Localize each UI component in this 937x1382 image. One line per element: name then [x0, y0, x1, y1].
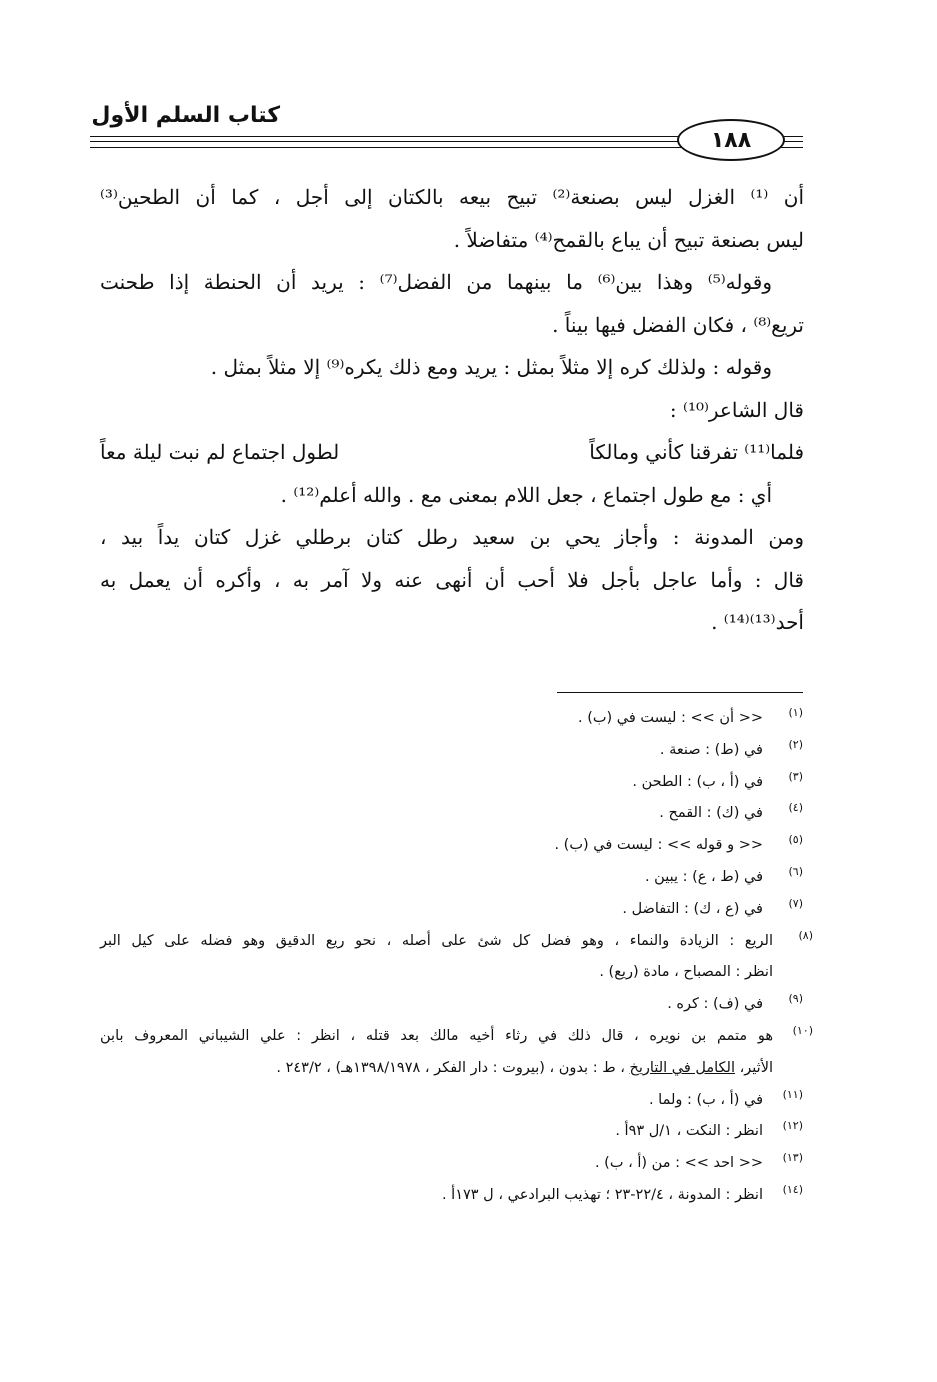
- footnote-number: (٥): [788, 833, 803, 847]
- paragraph: [100, 516, 804, 559]
- text-line: ومن المدونة : وأجاز يحي بن سعيد رطل كتان برطلي غزل كتان يداً بيد ،: [100, 525, 804, 549]
- footnote: [100, 767, 803, 799]
- footnote-text: في (ع ، ك) : التفاضل .: [622, 900, 763, 917]
- text-line: وقوله⁽⁵⁾ وهذا بين⁽⁶⁾ ما بينهما من الفضل⁽⁷⁾ : يريد أن الحنطة إذا طحنت: [100, 270, 772, 294]
- footnote-text: الريع : الزيادة والنماء ، وهو فضل كل شئ على أصله ، نحو ريع الدقيق وهو فضله على كيل البر: [100, 932, 773, 949]
- text-line: ليس بصنعة تبيح أن يباع بالقمح⁽⁴⁾ متفاضلاً .: [453, 227, 804, 252]
- main-text: [100, 176, 804, 644]
- book-title: كتاب السلم الأول: [91, 103, 280, 128]
- paragraph: [100, 261, 804, 346]
- footnote-body: [100, 926, 773, 990]
- footnote: [100, 1085, 803, 1117]
- footnote-number: (٣): [788, 769, 803, 783]
- footnote-number: (١٠): [792, 1023, 813, 1037]
- footnote-text: في (ف) : كره .: [667, 996, 763, 1013]
- footnote-text-part: ، ط : بدون ، (بيروت : دار الفكر ، ١٣٩٨/١٩٧٨هـ) ، ٢٤٣/٢ .: [276, 1059, 630, 1076]
- footnote: [100, 1148, 803, 1180]
- text-line: أحد⁽¹³⁾⁽¹⁴⁾ .: [711, 610, 804, 634]
- paragraph: [100, 346, 804, 389]
- footnote-number: (٦): [788, 864, 803, 878]
- footnote: [100, 703, 803, 735]
- footnote-number: (١٤): [782, 1182, 803, 1196]
- footnote-body: [100, 1021, 773, 1085]
- text-line: تريع⁽⁸⁾ ، فكان الفضل فيها بيناً .: [552, 312, 804, 337]
- poem-verse: [100, 431, 804, 474]
- footnote-text: انظر : النكت ، ١/ل ٩٣أ .: [615, 1123, 763, 1140]
- paragraph: [100, 474, 804, 517]
- text-line: قال الشاعر⁽¹⁰⁾ :: [669, 397, 804, 422]
- footnote-text: هو متمم بن نويره ، قال ذلك في رثاء أخيه مالك بعد قتله ، انظر : علي الشيباني المعروف بابن: [100, 1027, 773, 1044]
- poem-first-hemistich: فلما⁽¹¹⁾ تفرقنا كأني ومالكاً: [589, 440, 804, 464]
- footnote-number: (١٢): [782, 1119, 803, 1133]
- footnote: [100, 1116, 803, 1148]
- footnote: [100, 735, 803, 767]
- footnote-separator: [557, 692, 803, 693]
- page-number: ١٨٨: [677, 119, 785, 161]
- footnote-text-continued: انظر : المصباح ، مادة (ريع) .: [599, 964, 773, 981]
- footnote-text: في (أ ، ب) : الطحن .: [632, 773, 763, 790]
- footnote-number: (٤): [788, 801, 803, 815]
- footnote: [100, 862, 803, 894]
- footnote-text: << و قوله >> : ليست في (ب) .: [554, 837, 763, 854]
- footnote: [100, 1180, 803, 1212]
- footnote-number: (٩): [788, 992, 803, 1006]
- footnote-text: في (ط) : صنعة .: [659, 741, 763, 758]
- book-title-citation: الكامل في التاريخ: [629, 1059, 735, 1076]
- footnote-text: في (ط ، ع) : يبين .: [644, 868, 763, 885]
- footnote: [100, 1021, 813, 1085]
- text-line: أن ⁽¹⁾ الغزل ليس بصنعة⁽²⁾ تبيح بيعه بالكتان إلى أجل ، كما أن الطحين⁽³⁾: [100, 185, 805, 209]
- footnote-text: انظر : المدونة ، ٢٢/٤-٢٣ ؛ تهذيب البرادعي ، ل ١٧٣أ .: [441, 1186, 763, 1203]
- footnote-number: (٨): [798, 928, 813, 942]
- footnote-number: (١): [788, 706, 803, 719]
- footnote-number: (٧): [788, 896, 803, 910]
- footnote: [100, 989, 803, 1021]
- paragraph: [100, 559, 804, 644]
- footnote: [100, 830, 803, 862]
- footnote-number: (١١): [782, 1087, 803, 1101]
- footnote: [100, 798, 803, 830]
- footnote-text-part: الأثير،: [735, 1059, 773, 1076]
- footnote-text: << احد >> : من (أ ، ب) .: [594, 1155, 763, 1172]
- text-line: قال : وأما عاجل بأجل فلا أحب أن أنهى عنه ولا آمر به ، وأكره أن يعمل به: [100, 567, 804, 592]
- footnote-text: في (ك) : القمح .: [659, 805, 763, 822]
- footnote: [100, 926, 813, 990]
- text-line: أي : مع طول اجتماع ، جعل اللام بمعنى مع . والله أعلم⁽¹²⁾ .: [280, 482, 772, 507]
- footnote-text-continued: [100, 1053, 773, 1085]
- footnote-text: في (أ ، ب) : ولما .: [648, 1091, 763, 1108]
- footnote-text: << أن >> : ليست في (ب) .: [578, 710, 763, 726]
- footnote-number: (١٣): [782, 1151, 803, 1165]
- poem-second-hemistich: لطول اجتماع لم نبت ليلة معاً: [100, 440, 340, 464]
- footnotes: [100, 703, 813, 1212]
- paragraph: [100, 389, 804, 432]
- footnote-number: (٢): [788, 737, 803, 751]
- text-line: وقوله : ولذلك كره إلا مثلاً بمثل : يريد ومع ذلك يكره⁽⁹⁾ إلا مثلاً بمثل .: [210, 355, 772, 379]
- paragraph: [100, 176, 804, 261]
- footnote: [100, 894, 803, 926]
